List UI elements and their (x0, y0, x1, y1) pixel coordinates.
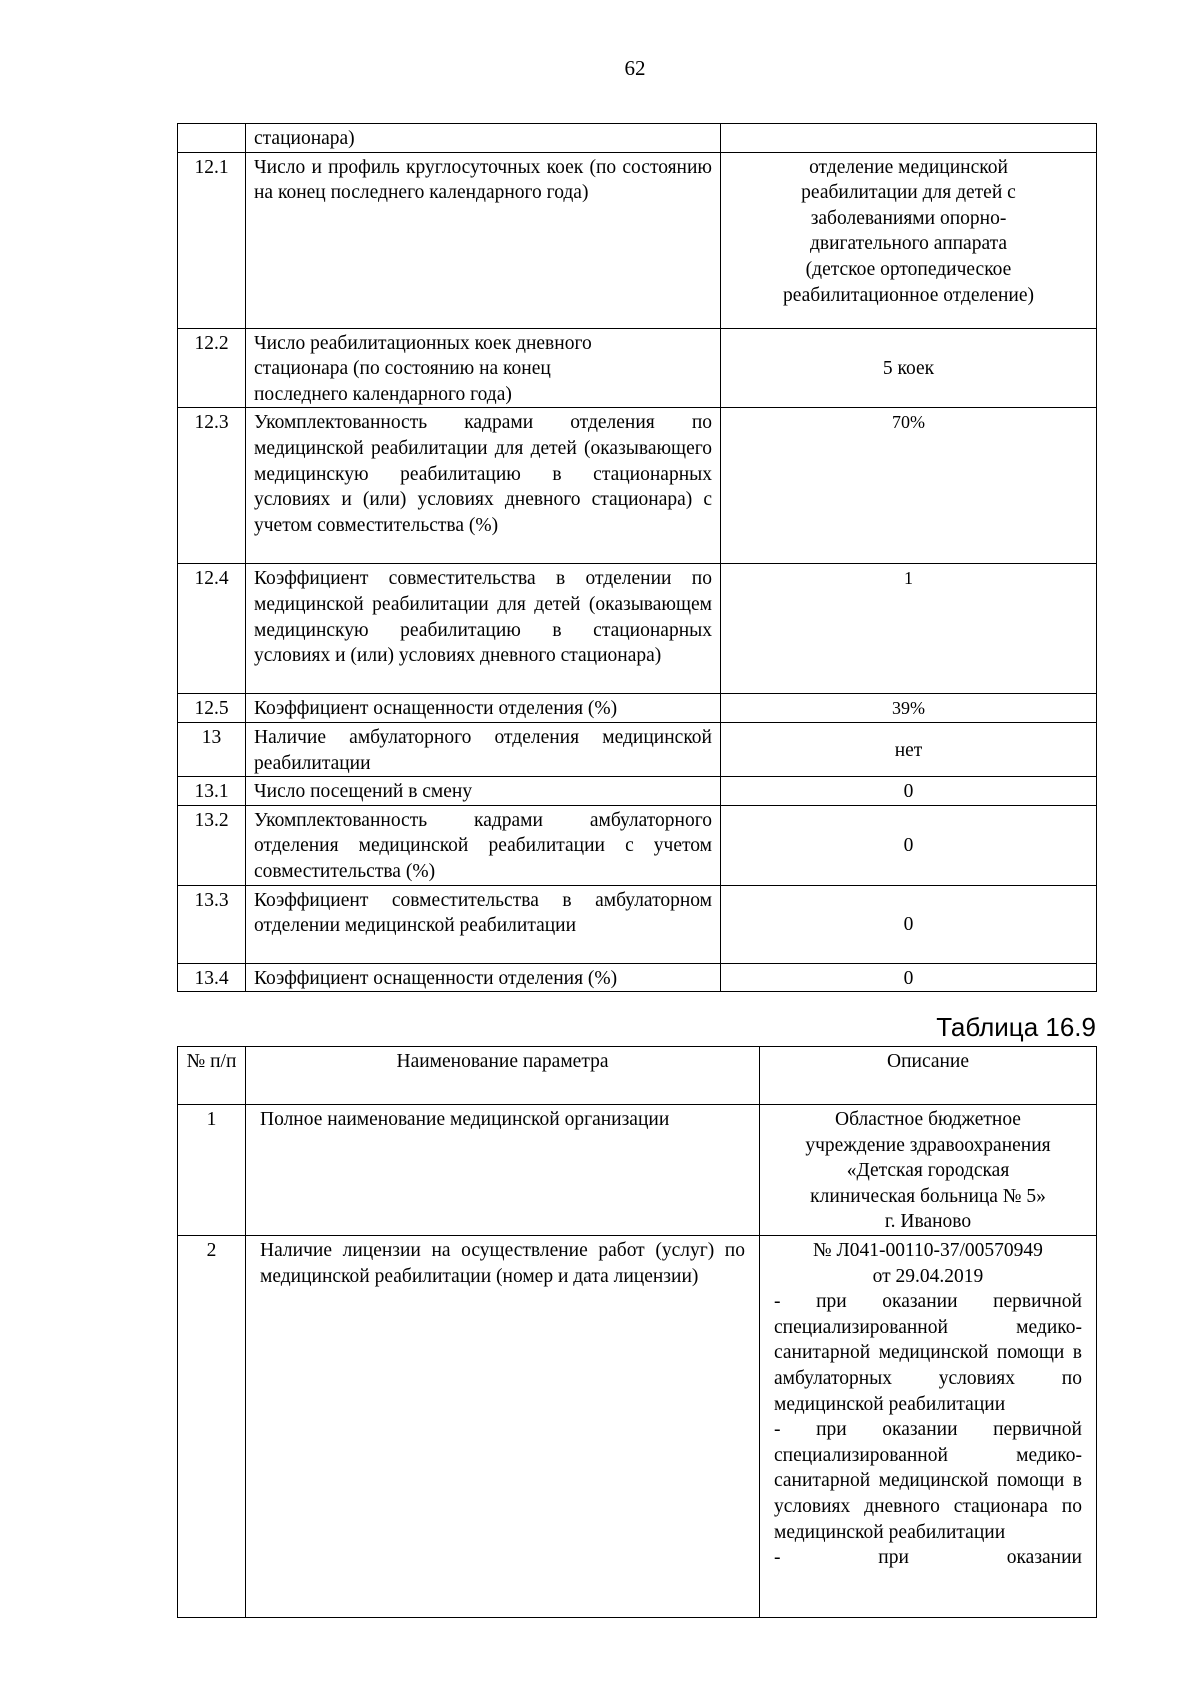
parameter-description (721, 152, 1097, 328)
parameter-name: Число посещений в смену (246, 777, 721, 806)
table-row (178, 777, 1097, 806)
table-row (178, 885, 1097, 963)
parameter-description: нет (721, 722, 1097, 776)
row-number: 2 (178, 1235, 246, 1617)
table-row (178, 124, 1097, 153)
parameter-description (760, 1105, 1097, 1236)
table-row (178, 694, 1097, 723)
table-row (178, 963, 1097, 992)
parameter-description: 70% (721, 408, 1097, 564)
row-number: 12.5 (178, 694, 246, 723)
table-row (178, 722, 1097, 776)
row-number: 12.2 (178, 328, 246, 408)
table-caption: Таблица 16.9 (936, 1012, 1096, 1042)
license-paragraph: - при оказании первичной специализированной медико-санитарной медицинской помощи в амбулаторных условиях по медицинской реабилитации (774, 1291, 1082, 1415)
row-number: 13 (178, 722, 246, 776)
row-number: 13.1 (178, 777, 246, 806)
description-line: двигательного аппарата (809, 233, 1008, 255)
parameter-name: стационара) (246, 124, 721, 153)
parameter-description (721, 124, 1097, 153)
description-line: заболеваниями опорно- (810, 207, 1007, 229)
page-number: 62 (624, 56, 646, 80)
parameter-name (246, 328, 721, 408)
header-parameter-name: Наименование параметра (246, 1047, 760, 1105)
parameter-description: 5 коек (721, 328, 1097, 408)
parameter-line: последнего календарного года) (254, 383, 512, 405)
table-row (178, 1235, 1097, 1617)
description-line: реабилитации для детей с (801, 182, 1016, 204)
row-number: 1 (178, 1105, 246, 1236)
description-line: отделение медицинской (809, 156, 1008, 178)
row-number: 13.2 (178, 805, 246, 885)
parameter-line: Число реабилитационных коек дневного (254, 332, 592, 354)
parameter-description: 0 (721, 963, 1097, 992)
license-paragraph: - при оказании (774, 1547, 1082, 1569)
license-date: от 29.04.2019 (872, 1265, 984, 1287)
parameter-name: Полное наименование медицинской организации (246, 1105, 760, 1236)
parameter-name: Укомплектованность кадрами амбулаторного отделения медицинской реабилитации с учетом совместительства (%) (246, 805, 721, 885)
row-number: 12.4 (178, 564, 246, 694)
parameters-table-16-9 (177, 1046, 1097, 1618)
parameter-name: Наличие амбулаторного отделения медицинской реабилитации (246, 722, 721, 776)
parameter-description: 0 (721, 805, 1097, 885)
parameter-name: Укомплектованность кадрами отделения по медицинской реабилитации для детей (оказывающего медицинскую реабилитацию в стационарных условиях и (или) условиях дневного стационара) с учетом совместительства (%) (246, 408, 721, 564)
table-row (178, 328, 1097, 408)
description-line: реабилитационное отделение) (783, 284, 1034, 306)
parameter-description: 0 (721, 777, 1097, 806)
description-line: (детское ортопедическое (805, 258, 1012, 280)
row-number: 12.1 (178, 152, 246, 328)
description-line: г. Иваново (884, 1211, 972, 1233)
parameter-description: 0 (721, 885, 1097, 963)
table-row (178, 152, 1097, 328)
license-number: № Л041-00110-37/00570949 (813, 1239, 1043, 1261)
table-header-row (178, 1047, 1097, 1105)
parameter-line: стационара (по состоянию на конец (254, 358, 551, 380)
header-description: Описание (760, 1047, 1097, 1105)
parameter-name: Наличие лицензии на осуществление работ (услуг) по медицинской реабилитации (номер и дата лицензии) (246, 1235, 760, 1617)
table-row (178, 805, 1097, 885)
row-number: 13.4 (178, 963, 246, 992)
parameter-description: 1 (721, 564, 1097, 694)
parameter-name: Коэффициент оснащенности отделения (%) (246, 694, 721, 723)
parameter-name: Коэффициент оснащенности отделения (%) (246, 963, 721, 992)
parameter-name: Коэффициент совместительства в отделении по медицинской реабилитации для детей (оказывающем медицинскую реабилитацию в стационарных условиях и (или) условиях дневного стационара) (246, 564, 721, 694)
row-number (178, 124, 246, 153)
parameter-name: Коэффициент совместительства в амбулаторном отделении медицинской реабилитации (246, 885, 721, 963)
description-line: учреждение здравоохранения (805, 1134, 1051, 1156)
row-number: 12.3 (178, 408, 246, 564)
row-number: 13.3 (178, 885, 246, 963)
table-row (178, 1105, 1097, 1236)
description-line: Областное бюджетное (835, 1109, 1021, 1130)
parameter-name: Число и профиль круглосуточных коек (по состоянию на конец последнего календарного года) (246, 152, 721, 328)
parameters-table-continued (177, 123, 1097, 992)
parameter-description (760, 1235, 1097, 1617)
table-row (178, 408, 1097, 564)
header-row-number: № п/п (178, 1047, 246, 1105)
parameter-description: 39% (721, 694, 1097, 723)
table-row (178, 564, 1097, 694)
license-paragraph: - при оказании первичной специализированной медико-санитарной медицинской помощи в условиях дневного стационара по медицинской реабилитации (774, 1419, 1082, 1543)
description-line: клиническая больница № 5» (810, 1185, 1046, 1207)
description-line: «Детская городская (846, 1160, 1010, 1182)
